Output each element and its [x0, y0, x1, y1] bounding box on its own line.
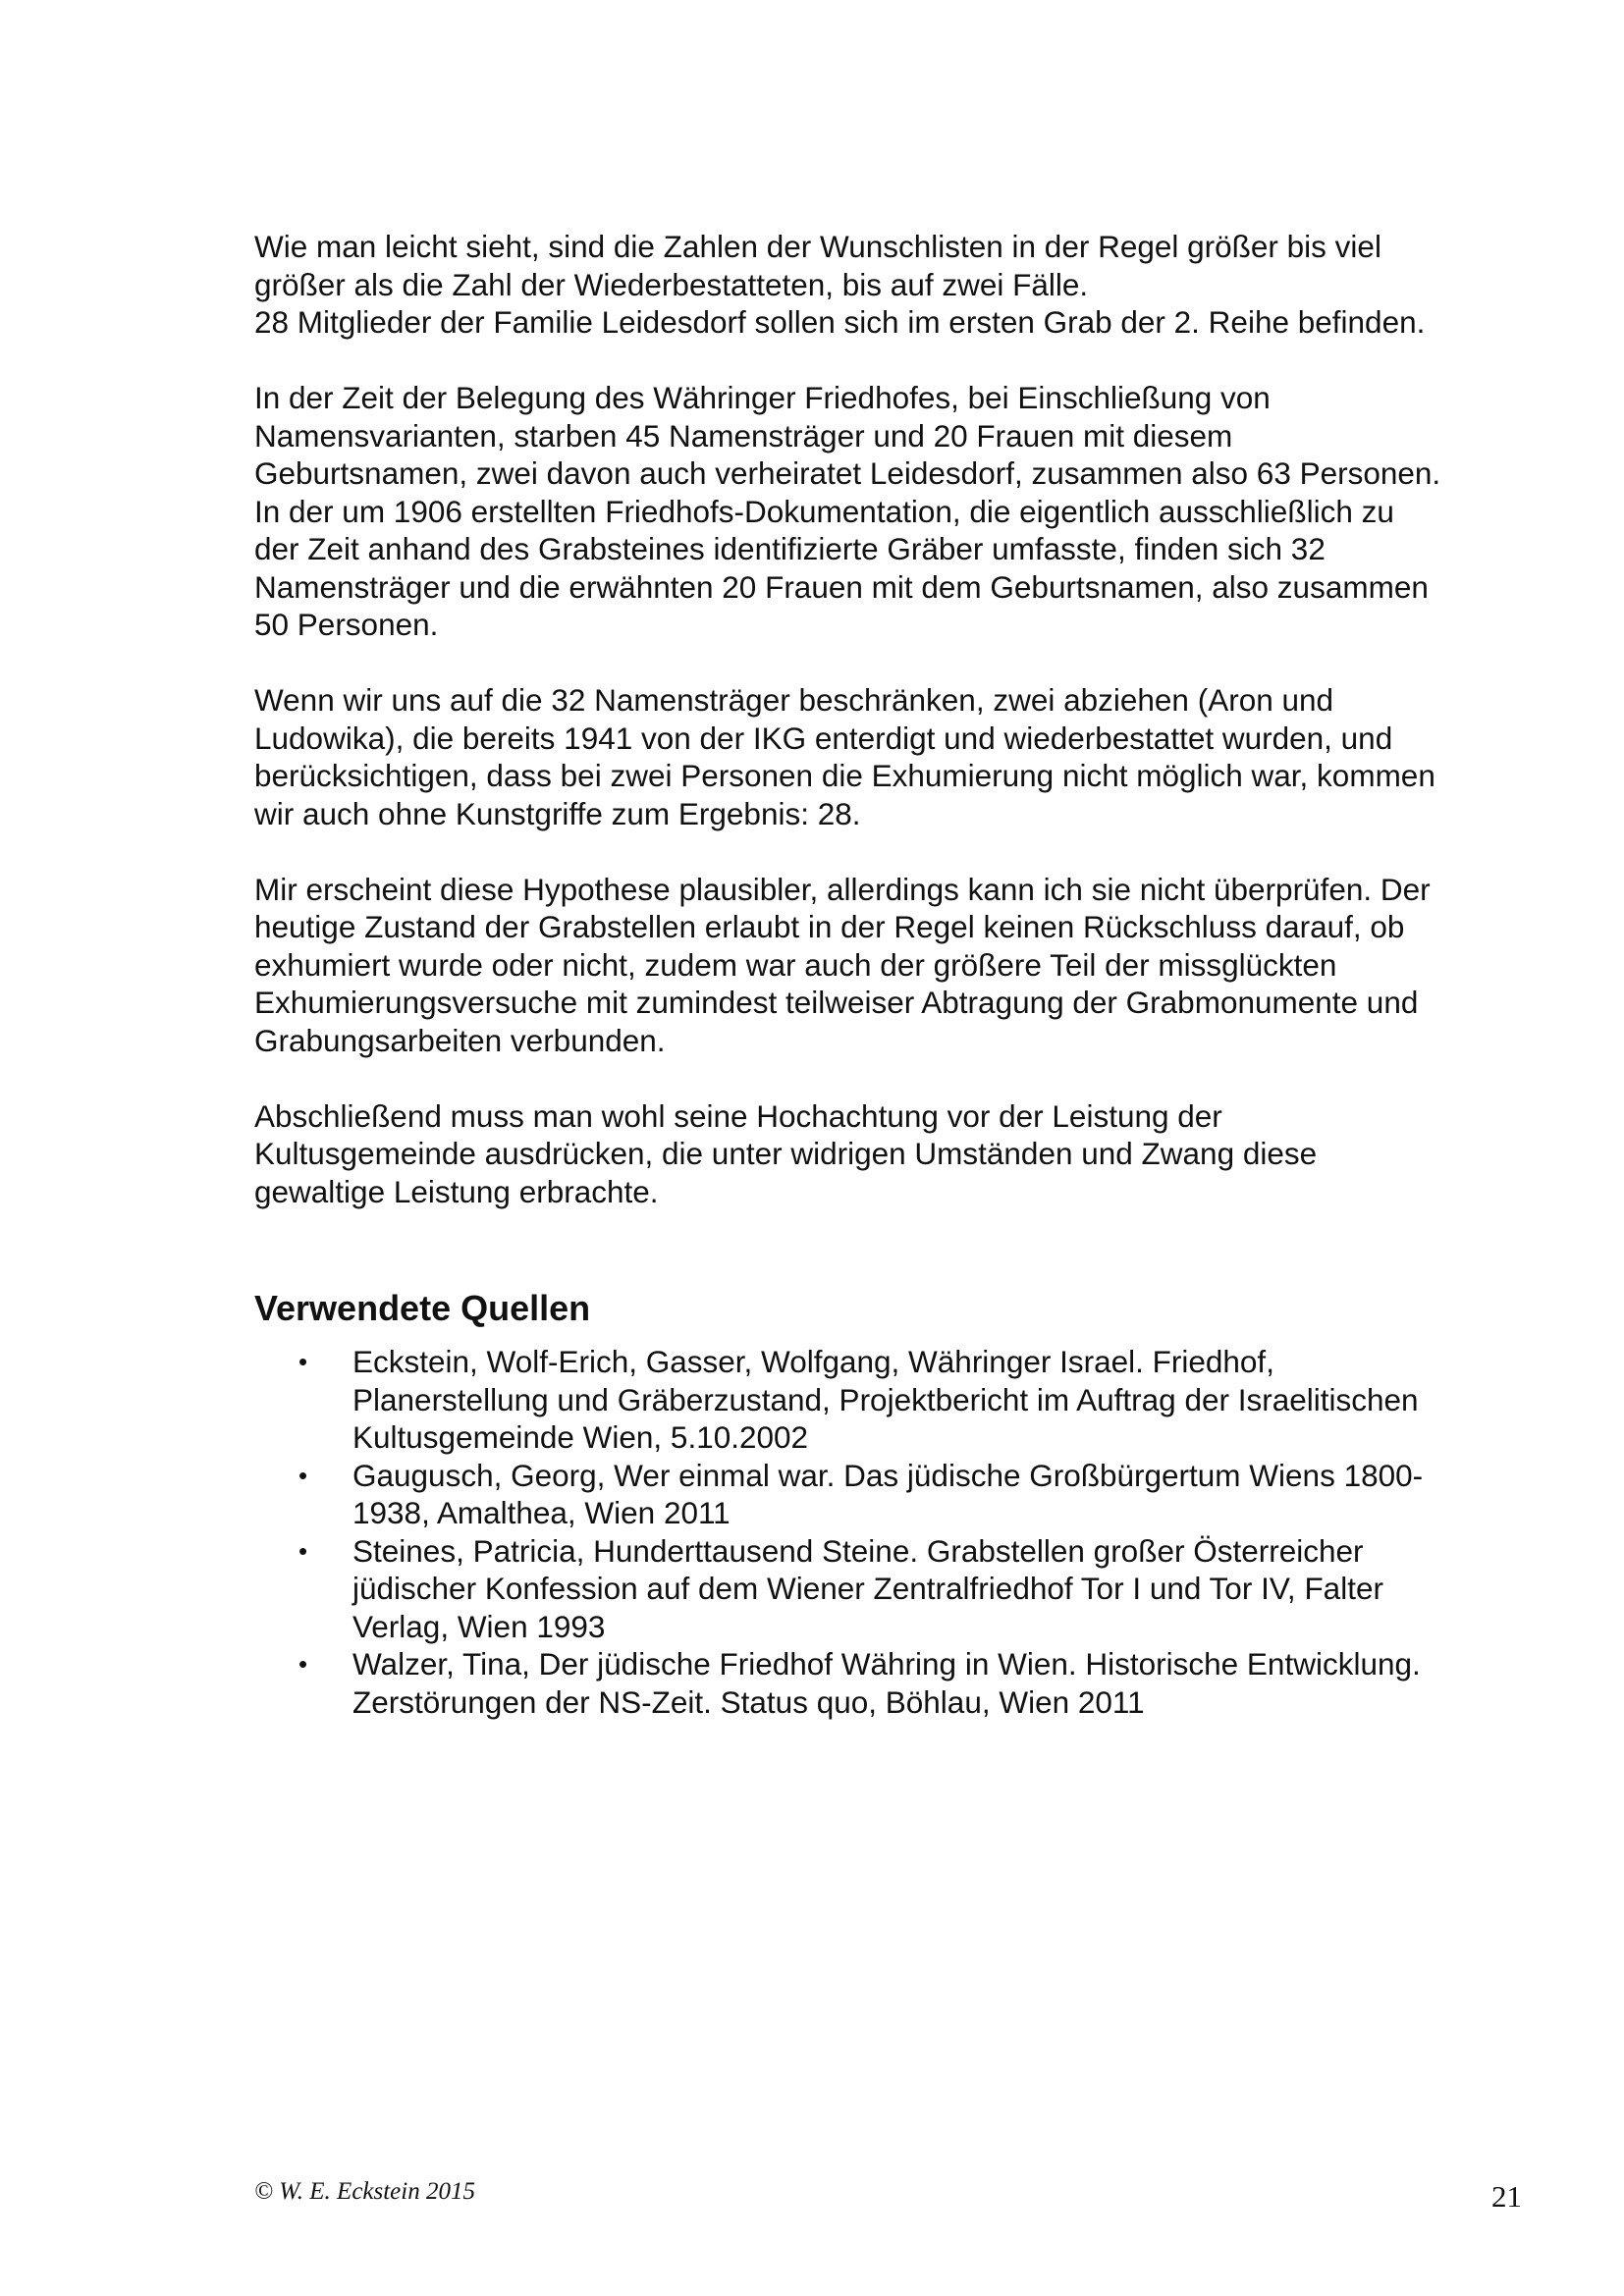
paragraph — [254, 871, 1531, 1060]
text-line: Mir erscheint diese Hypothese plausibler, allerdings kann ich sie nicht überprüfen. Der — [254, 871, 1431, 907]
text-line: Gaugusch, Georg, Wer einmal war. Das jüdische Großbürgertum Wiens 1800- — [352, 1457, 1424, 1493]
text-line: der Zeit anhand des Grabsteines identifizierte Gräber umfasste, finden sich 32 — [254, 531, 1326, 566]
source-item — [0, 1343, 1624, 1457]
text-line: Kultusgemeinde Wien, 5.10.2002 — [352, 1419, 809, 1455]
body-text — [254, 228, 1531, 1249]
text-line: exhumiert wurde oder nicht, zudem war auch der größere Teil der missglückten — [254, 946, 1337, 983]
text-line: Kultusgemeinde ausdrücken, die unter widrigen Umständen und Zwang diese — [254, 1136, 1318, 1171]
text-line: 1938, Amalthea, Wien 2011 — [352, 1495, 731, 1530]
text-line: Grabungsarbeiten verbunden. — [254, 1022, 666, 1058]
text-line: Walzer, Tina, Der jüdische Friedhof Währing in Wien. Historische Entwicklung. — [352, 1646, 1421, 1682]
text-line: Zerstörungen der NS-Zeit. Status quo, Böhlau, Wien 2011 — [352, 1683, 1145, 1720]
bullet-icon: • — [298, 1535, 308, 1566]
text-line: 28 Mitglieder der Familie Leidesdorf sollen sich im ersten Grab der 2. Reihe befinden. — [254, 304, 1426, 340]
bullet-icon: • — [298, 1460, 308, 1490]
text-line: Steines, Patricia, Hunderttausend Steine. Grabstellen großer Österreicher — [352, 1532, 1364, 1569]
footer-copyright: © W. E. Eckstein 2015 — [254, 2178, 475, 2205]
text-line: wir auch ohne Kunstgriffe zum Ergebnis: 28. — [254, 795, 861, 831]
text-line: Verlag, Wien 1993 — [352, 1608, 606, 1644]
bullet-icon: • — [298, 1347, 308, 1376]
page-number: 21 — [1491, 2179, 1522, 2214]
text-line: berücksichtigen, dass bei zwei Personen die Exhumierung nicht möglich war, kommen — [254, 758, 1435, 793]
text-line: 50 Personen. — [254, 607, 439, 642]
text-line: heutige Zustand der Grabstellen erlaubt in der Regel keinen Rückschluss darauf, ob — [254, 909, 1405, 944]
text-line: In der um 1906 erstellten Friedhofs-Dokumentation, die eigentlich ausschließlich zu — [254, 493, 1394, 529]
text-line: Namensträger und die erwähnten 20 Frauen mit dem Geburtsnamen, also zusammen — [254, 568, 1429, 605]
text-line: Ludowika), die bereits 1941 von der IKG enterdigt und wiederbestattet wurden, und — [254, 720, 1393, 756]
text-line: In der Zeit der Belegung des Währinger Friedhofes, bei Einschließung von — [254, 380, 1271, 415]
text-line: Namensvarianten, starben 45 Namensträger und 20 Frauen mit diesem — [254, 417, 1233, 454]
text-line: jüdischer Konfession auf dem Wiener Zentralfriedhof Tor I und Tor IV, Falter — [352, 1571, 1383, 1606]
text-line: Planerstellung und Gräberzustand, Projektbericht im Auftrag der Israelitischen — [352, 1381, 1419, 1417]
sources-list — [0, 1343, 1624, 1721]
paragraph — [254, 228, 1531, 342]
source-item — [0, 1457, 1624, 1532]
text-line: größer als die Zahl der Wiederbestatteten, bis auf zwei Fälle. — [254, 266, 1089, 302]
text-line: Wie man leicht sieht, sind die Zahlen der Wunschlisten in der Regel größer bis viel — [254, 229, 1381, 264]
paragraph — [254, 379, 1531, 644]
text-line: Wenn wir uns auf die 32 Namensträger beschränken, zwei abziehen (Aron und — [254, 682, 1334, 718]
sources-heading: Verwendete Quellen — [254, 1288, 591, 1328]
paragraph — [254, 681, 1531, 832]
text-line: Eckstein, Wolf-Erich, Gasser, Wolfgang, Währinger Israel. Friedhof, — [352, 1344, 1274, 1379]
source-item — [0, 1532, 1624, 1646]
text-line: Geburtsnamen, zwei davon auch verheiratet Leidesdorf, zusammen also 63 Personen. — [254, 455, 1441, 491]
text-line: gewaltige Leistung erbrachte. — [254, 1173, 659, 1209]
source-item — [0, 1645, 1624, 1721]
paragraph — [254, 1097, 1531, 1211]
text-line: Exhumierungsversuche mit zumindest teilweiser Abtragung der Grabmonumente und — [254, 985, 1419, 1020]
bullet-icon: • — [298, 1649, 308, 1679]
text-line: Abschließend muss man wohl seine Hochachtung vor der Leistung der — [254, 1097, 1222, 1134]
